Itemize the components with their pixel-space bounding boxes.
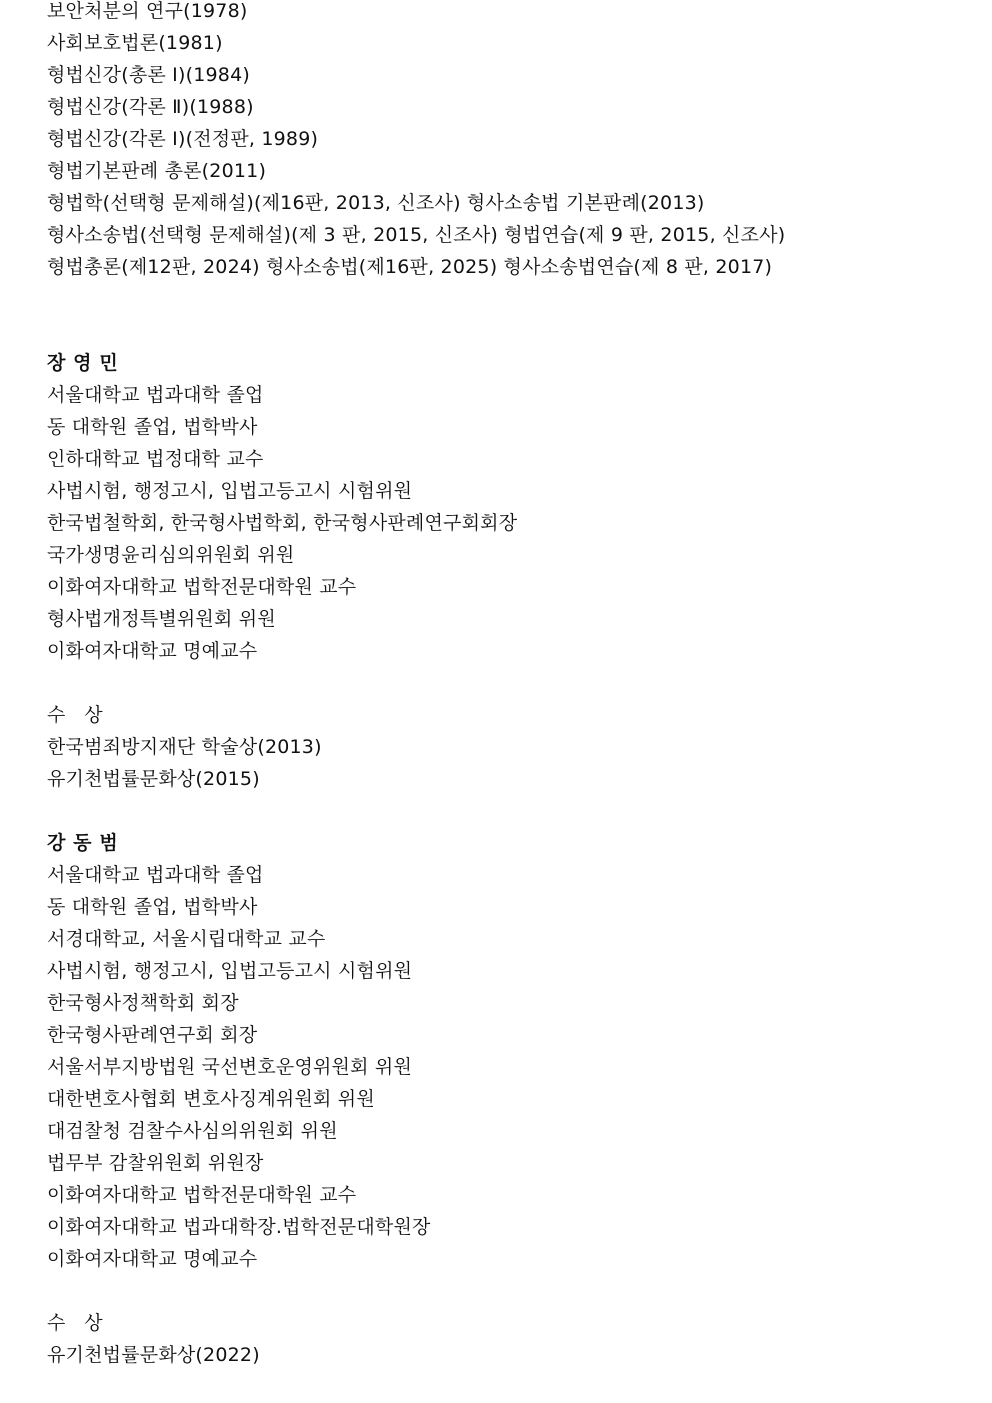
career-item: 형사법개정특별위원회 위원 (47, 608, 276, 630)
awards-heading: 수 상 (47, 704, 103, 726)
section-spacer (47, 288, 967, 352)
publication-item: 형법학(선택형 문제해설)(제16판, 2013, 신조사) 형사소송법 기본판례(2013) (47, 192, 705, 214)
career-item: 서울대학교 법과대학 졸업 (47, 384, 264, 406)
publication-item: 형법신강(각론 Ⅱ)(1988) (47, 96, 254, 118)
career-item: 인하대학교 법정대학 교수 (47, 448, 264, 470)
publication-item: 형법신강(각론 Ⅰ)(전정판, 1989) (47, 128, 319, 150)
publication-item: 보안처분의 연구(1978) (47, 0, 248, 22)
publication-item: 형법총론(제12판, 2024) 형사소송법(제16판, 2025) 형사소송법연습(제 8 판, 2017) (47, 256, 773, 278)
career-item: 사법시험, 행정고시, 입법고등고시 시험위원 (47, 480, 413, 502)
author-bio-page (47, 0, 967, 1376)
publication-list (47, 0, 967, 288)
career-item: 한국형사판례연구회 회장 (47, 1024, 258, 1046)
section-spacer (47, 1280, 967, 1312)
author-2-section (47, 832, 967, 1376)
career-item: 이화여자대학교 법학전문대학원 교수 (47, 576, 357, 598)
career-item: 이화여자대학교 법학전문대학원 교수 (47, 1184, 357, 1206)
career-item: 동 대학원 졸업, 법학박사 (47, 416, 258, 438)
career-item: 국가생명윤리심의위원회 위원 (47, 544, 295, 566)
author-1-name: 장 영 민 (47, 352, 119, 374)
career-item: 서경대학교, 서울시립대학교 교수 (47, 928, 326, 950)
section-spacer (47, 672, 967, 704)
award-item: 한국범죄방지재단 학술상(2013) (47, 736, 322, 758)
career-item: 이화여자대학교 명예교수 (47, 1248, 258, 1270)
award-item: 유기천법률문화상(2015) (47, 768, 260, 790)
career-item: 서울서부지방법원 국선변호운영위원회 위원 (47, 1056, 413, 1078)
career-item: 이화여자대학교 법과대학장.법학전문대학원장 (47, 1216, 431, 1238)
career-item: 법무부 감찰위원회 위원장 (47, 1152, 264, 1174)
awards-heading: 수 상 (47, 1312, 103, 1334)
section-spacer (47, 800, 967, 832)
publication-item: 사회보호법론(1981) (47, 32, 223, 54)
author-1-section (47, 352, 967, 800)
award-item: 유기천법률문화상(2022) (47, 1344, 260, 1366)
career-item: 이화여자대학교 명예교수 (47, 640, 258, 662)
author-2-name: 강 동 범 (47, 832, 119, 854)
career-item: 한국법철학회, 한국형사법학회, 한국형사판례연구회회장 (47, 512, 518, 534)
career-item: 서울대학교 법과대학 졸업 (47, 864, 264, 886)
career-item: 동 대학원 졸업, 법학박사 (47, 896, 258, 918)
career-item: 대검찰청 검찰수사심의위원회 위원 (47, 1120, 338, 1142)
career-item: 사법시험, 행정고시, 입법고등고시 시험위원 (47, 960, 413, 982)
career-item: 한국형사정책학회 회장 (47, 992, 239, 1014)
publication-item: 형법기본판례 총론(2011) (47, 160, 267, 182)
career-item: 대한변호사협회 변호사징계위원회 위원 (47, 1088, 375, 1110)
publication-item: 형사소송법(선택형 문제해설)(제 3 판, 2015, 신조사) 형법연습(제 9 판, 2015, 신조사) (47, 224, 786, 246)
publication-item: 형법신강(총론 Ⅰ)(1984) (47, 64, 250, 86)
